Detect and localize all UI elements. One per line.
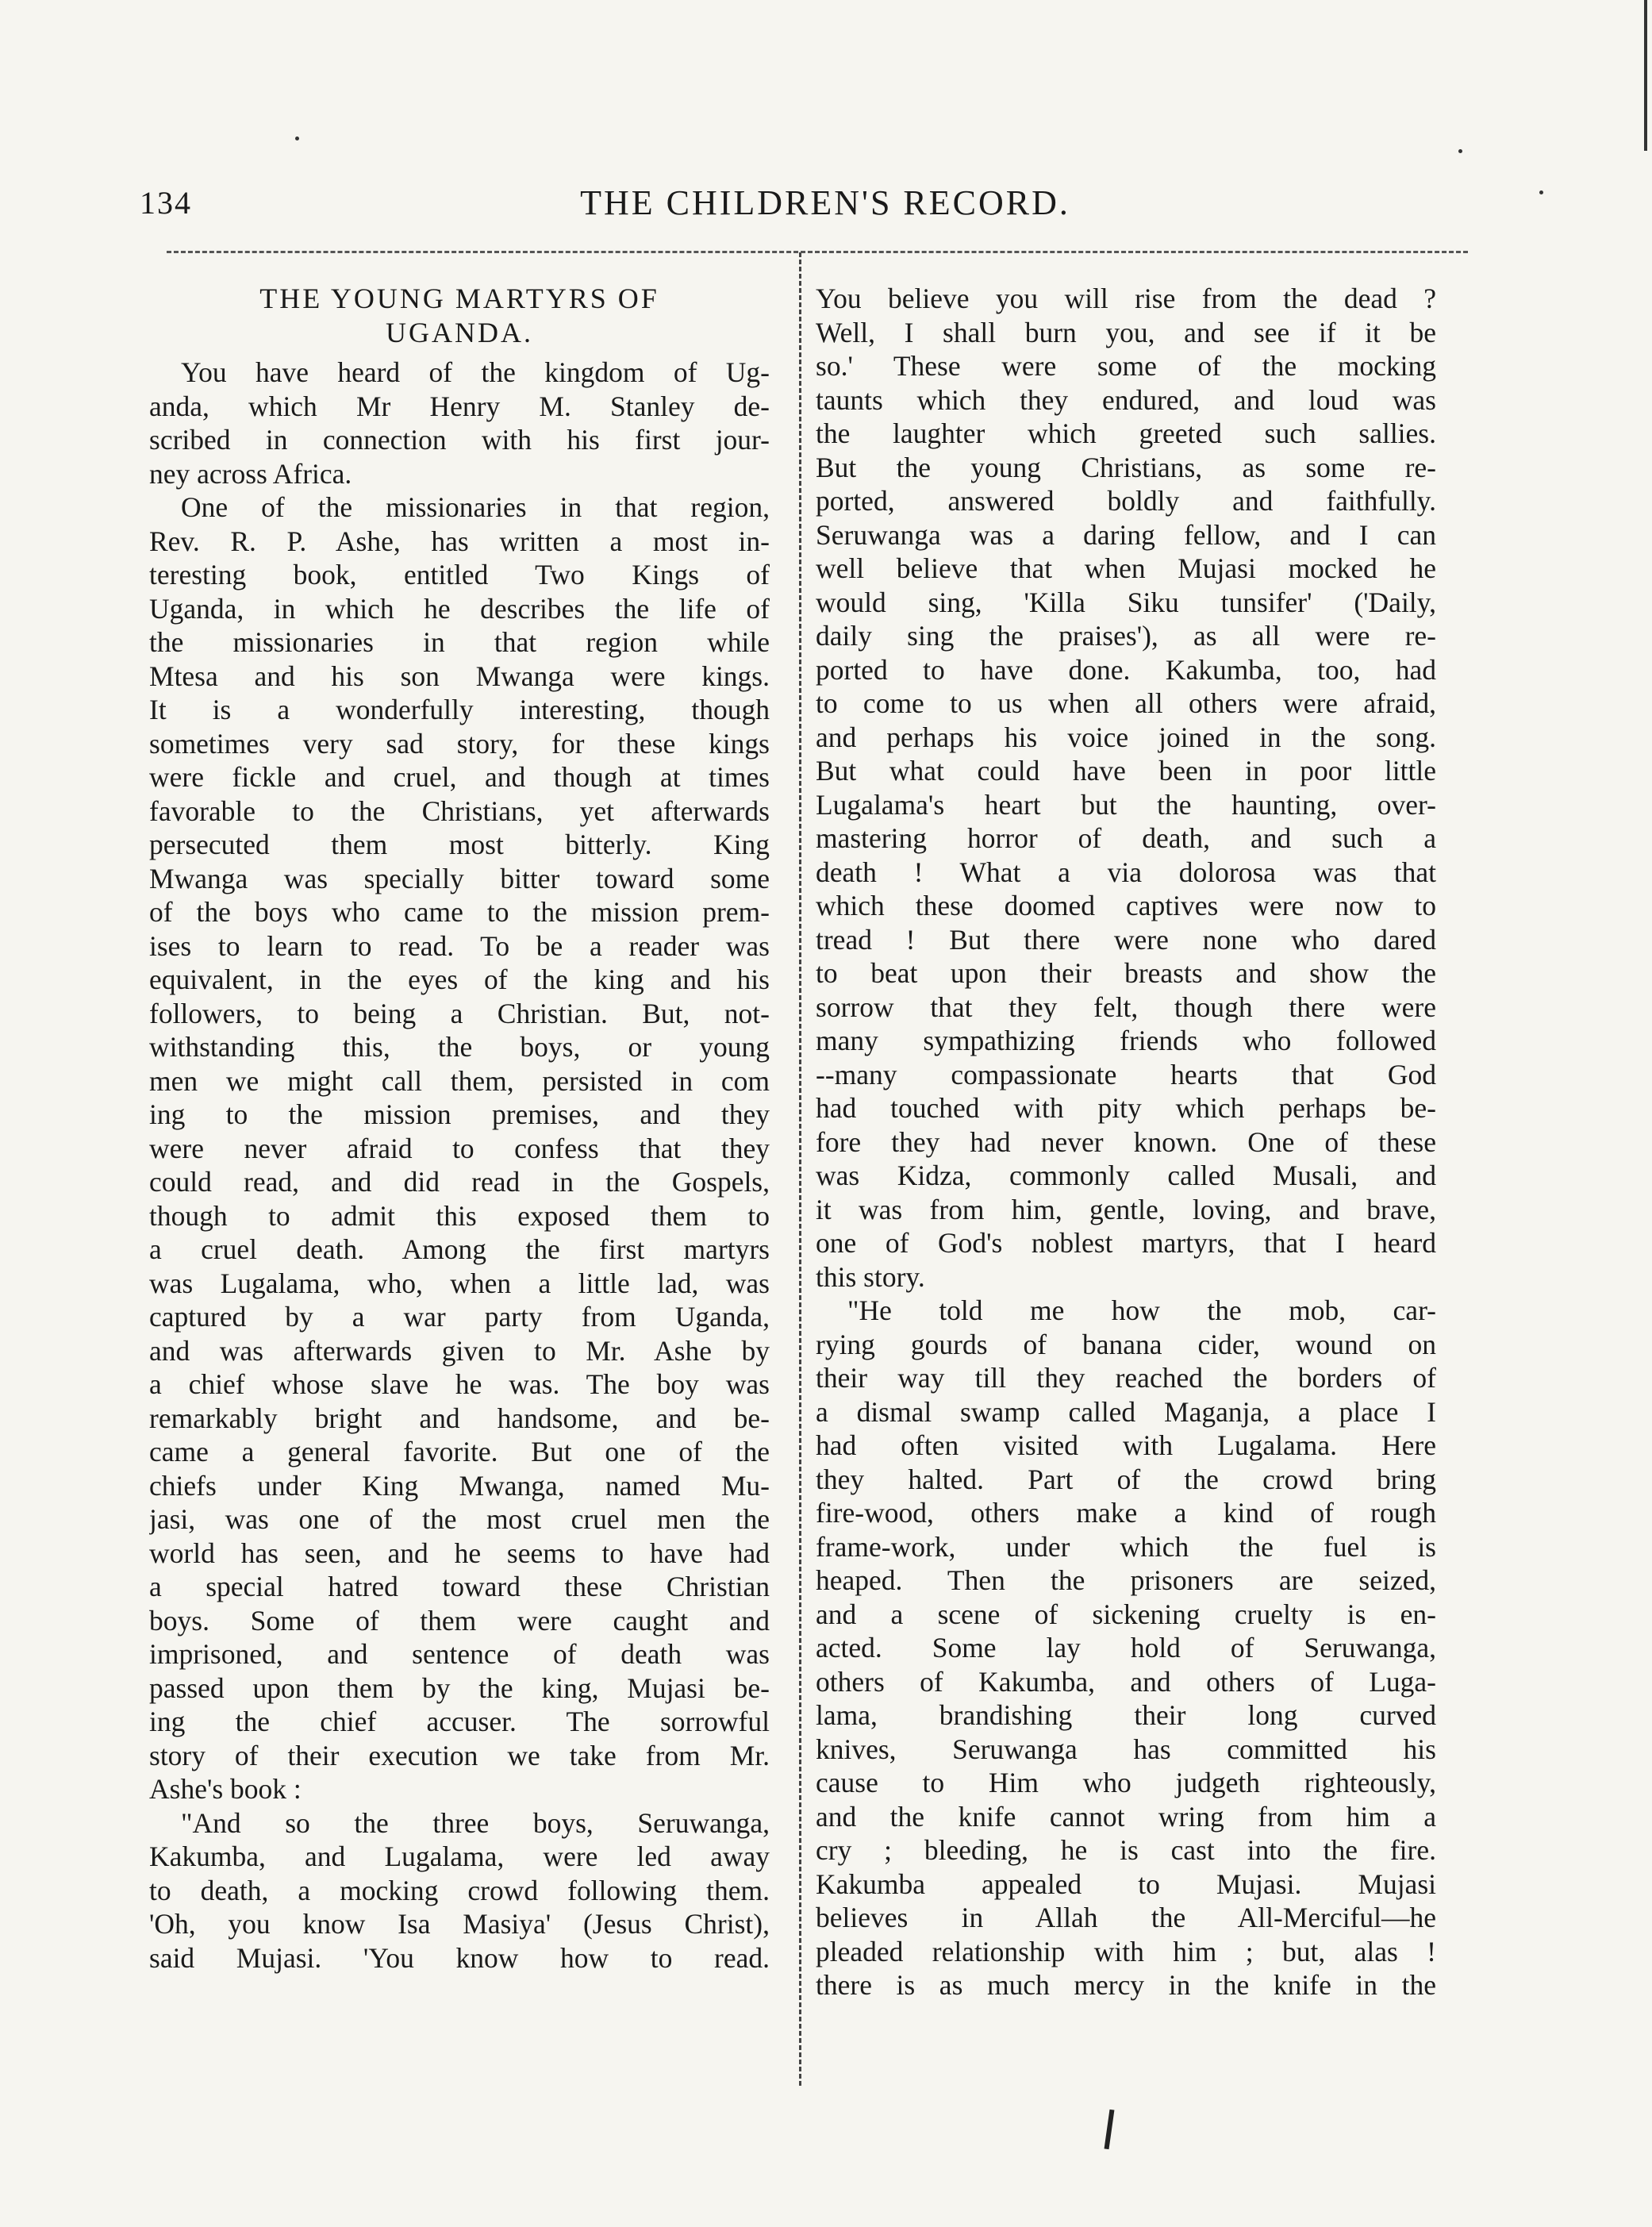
text-line: a special hatred toward these Christian — [149, 1571, 770, 1602]
text-line: Uganda, in which he describes the life of — [149, 592, 770, 625]
text-line: followers, to being a Christian. But, not- — [149, 997, 770, 1029]
text-line: Kakumba, and Lugalama, were led away — [149, 1840, 770, 1872]
text-line: Mtesa and his son Mwanga were kings. — [149, 660, 770, 692]
text-line: sorrow that they felt, though there were — [816, 990, 1436, 1023]
text-line: men we might call them, persisted in com — [149, 1064, 770, 1097]
text-line: withstanding this, the boys, or young — [149, 1031, 770, 1063]
text-line: and the knife cannot wring from him a — [816, 1800, 1436, 1833]
left-column — [149, 282, 770, 1975]
text-line: equivalent, in the eyes of the king and his — [149, 963, 770, 995]
text-line: one of God's noblest martyrs, that I heard — [816, 1227, 1436, 1259]
text-line: which these doomed captives were now to — [816, 890, 1436, 921]
text-line: to death, a mocking crowd following them. — [149, 1874, 770, 1906]
text-line: You have heard of the kingdom of Ug- — [181, 356, 770, 388]
text-line: their way till they reached the borders of — [816, 1362, 1436, 1394]
text-line: sometimes very sad story, for these kings — [149, 727, 770, 760]
text-line: scribed in connection with his first jour- — [149, 424, 770, 456]
text-line: and a scene of sickening cruelty is en- — [816, 1598, 1436, 1630]
text-line: Ashe's book : — [149, 1773, 302, 1805]
text-line: favorable to the Christians, yet afterwards — [149, 794, 770, 827]
ink-speck — [1458, 149, 1462, 153]
text-line: believes in Allah the All-Merciful—he — [816, 1902, 1436, 1933]
text-line: Kakumba appealed to Mujasi. Mujasi — [816, 1867, 1436, 1900]
text-line: captured by a war party from Uganda, — [149, 1301, 770, 1333]
text-line: many sympathizing friends who followed — [816, 1025, 1436, 1056]
text-line: was Kidza, commonly called Musali, and — [816, 1160, 1436, 1191]
text-line: mastering horror of death, and such a — [816, 822, 1436, 854]
ink-speck — [1539, 190, 1543, 194]
text-line: --many compassionate hearts that God — [816, 1058, 1436, 1090]
text-line: fore they had never known. One of these — [816, 1125, 1436, 1158]
text-line: ported to have done. Kakumba, too, had — [816, 653, 1436, 686]
text-line: a dismal swamp called Maganja, a place I — [816, 1395, 1436, 1428]
text-line: cause to Him who judgeth righteously, — [816, 1767, 1436, 1798]
text-line: taunts which they endured, and loud was — [816, 383, 1436, 416]
text-line: death ! What a via dolorosa was that — [816, 856, 1436, 888]
text-line: You believe you will rise from the dead ? — [816, 283, 1436, 314]
text-line: daily sing the praises'), as all were re- — [816, 620, 1436, 652]
text-line: world has seen, and he seems to have had — [149, 1537, 770, 1569]
article-title-line: THE YOUNG MARTYRS OF — [259, 283, 659, 314]
text-line: would sing, 'Killa Siku tunsifer' ('Daily, — [816, 586, 1436, 618]
text-line: tread ! But there were none who dared — [816, 923, 1436, 956]
text-line: remarkably bright and handsome, and be- — [149, 1402, 770, 1434]
text-line: anda, which Mr Henry M. Stanley de- — [149, 390, 770, 422]
text-line: lama, brandishing their long curved — [816, 1699, 1436, 1731]
text-line: came a general favorite. But one of the — [149, 1436, 770, 1467]
text-line: It is a wonderfully interesting, though — [149, 694, 770, 725]
text-line: were never afraid to confess that they — [149, 1132, 770, 1164]
text-line: it was from him, gentle, loving, and brave, — [816, 1193, 1436, 1225]
column-divider — [799, 252, 801, 2086]
text-line: had often visited with Lugalama. Here — [816, 1429, 1436, 1461]
text-line: jasi, was one of the most cruel men the — [149, 1503, 770, 1535]
text-line: was Lugalama, who, when a little lad, was — [149, 1267, 770, 1299]
text-line: One of the missionaries in that region, — [181, 491, 770, 523]
text-line: they halted. Part of the crowd bring — [816, 1463, 1436, 1495]
page-edge-line — [1644, 0, 1647, 151]
text-line: the missionaries in that region while — [149, 626, 770, 658]
text-line: were fickle and cruel, and though at times — [149, 761, 770, 793]
text-line: imprisoned, and sentence of death was — [149, 1638, 770, 1670]
text-line: story of their execution we take from Mr. — [149, 1739, 770, 1771]
title-gap — [149, 349, 770, 356]
text-line: heaped. Then the prisoners are seized, — [816, 1564, 1436, 1596]
text-line: had touched with pity which perhaps be- — [816, 1092, 1436, 1124]
text-line: ing to the mission premises, and they — [149, 1098, 770, 1130]
text-line: teresting book, entitled Two Kings of — [149, 559, 770, 590]
text-line: others of Kakumba, and others of Luga- — [816, 1665, 1436, 1698]
text-line: ney across Africa. — [149, 457, 352, 490]
text-line: a chief whose slave he was. The boy was — [149, 1368, 770, 1400]
text-line: Lugalama's heart but the haunting, over- — [816, 788, 1436, 821]
text-line: said Mujasi. 'You know how to read. — [149, 1941, 770, 1974]
text-line: ing the chief accuser. The sorrowful — [149, 1706, 770, 1737]
text-line: though to admit this exposed them to — [149, 1199, 770, 1232]
text-line: boys. Some of them were caught and — [149, 1604, 770, 1637]
running-title: THE CHILDREN'S RECORD. — [580, 183, 1070, 222]
text-line: pleaded relationship with him ; but, alas ! — [816, 1935, 1436, 1967]
text-line: 'Oh, you know Isa Masiya' (Jesus Christ), — [149, 1908, 770, 1940]
text-line: knives, Seruwanga has committed his — [816, 1733, 1436, 1765]
text-line: ises to learn to read. To be a reader was — [149, 929, 770, 962]
text-line: could read, and did read in the Gospels, — [149, 1166, 770, 1198]
text-line: Well, I shall burn you, and see if it be — [816, 316, 1436, 348]
text-line: well believe that when Mujasi mocked he — [816, 552, 1436, 584]
text-line: this story. — [816, 1260, 925, 1293]
text-line: fire-wood, others make a kind of rough — [816, 1497, 1436, 1529]
text-line: Rev. R. P. Ashe, has written a most in- — [149, 525, 770, 557]
text-line: and was afterwards given to Mr. Ashe by — [149, 1334, 770, 1367]
text-line: "He told me how the mob, car- — [847, 1294, 1436, 1326]
text-line: But the young Christians, as some re- — [816, 451, 1436, 483]
text-line: rying gourds of banana cider, wound on — [816, 1328, 1436, 1360]
text-line: Mwanga was specially bitter toward some — [149, 862, 770, 894]
page-number: 134 — [140, 185, 192, 221]
text-line: Seruwanga was a daring fellow, and I can — [816, 518, 1436, 551]
ink-speck — [295, 137, 299, 140]
header-rule — [167, 251, 1468, 253]
text-line: But what could have been in poor little — [816, 755, 1436, 787]
text-line: ported, answered boldly and faithfully. — [816, 485, 1436, 517]
text-line: to come to us when all others were afraid, — [816, 687, 1436, 719]
text-line: a cruel death. Among the first martyrs — [149, 1233, 770, 1265]
text-line: the laughter which greeted such sallies. — [816, 417, 1436, 449]
text-line: chiefs under King Mwanga, named Mu- — [149, 1469, 770, 1502]
text-line: to beat upon their breasts and show the — [816, 957, 1436, 989]
right-column — [816, 282, 1436, 2002]
pencil-mark — [1105, 2110, 1115, 2149]
text-line: acted. Some lay hold of Seruwanga, — [816, 1632, 1436, 1664]
text-line: cry ; bleeding, he is cast into the fire. — [816, 1834, 1436, 1866]
text-line: passed upon them by the king, Mujasi be- — [149, 1671, 770, 1704]
text-line: "And so the three boys, Seruwanga, — [181, 1806, 770, 1839]
text-line: of the boys who came to the mission prem- — [149, 896, 770, 928]
article-title-line: UGANDA. — [386, 316, 533, 348]
text-line: so.' These were some of the mocking — [816, 350, 1436, 382]
text-line: and perhaps his voice joined in the song. — [816, 721, 1436, 753]
text-line: persecuted them most bitterly. King — [149, 829, 770, 860]
text-line: there is as much mercy in the knife in the — [816, 1969, 1436, 2001]
text-line: frame-work, under which the fuel is — [816, 1530, 1436, 1563]
